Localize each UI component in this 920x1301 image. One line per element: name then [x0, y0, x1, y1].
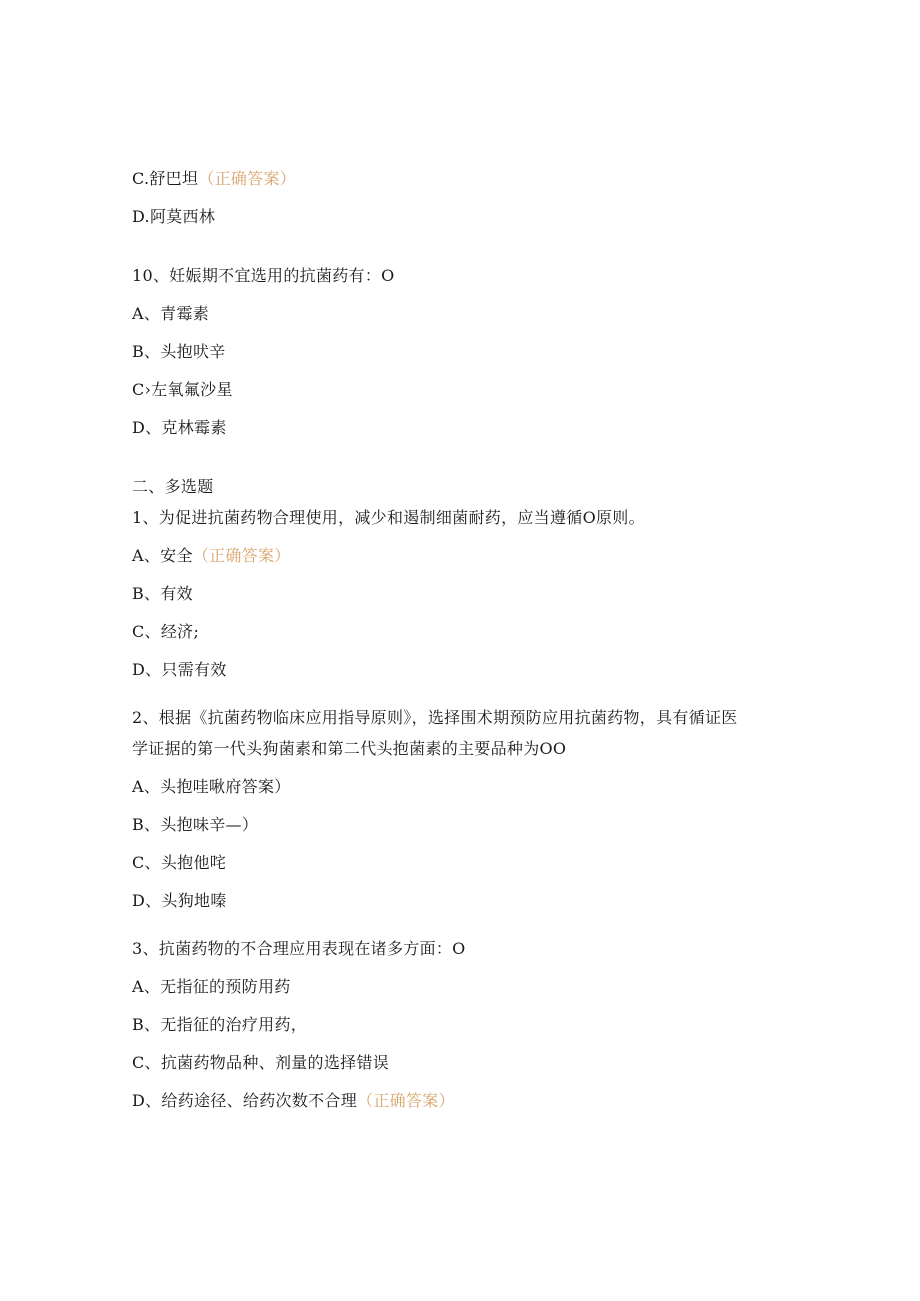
m1-option-a — [132, 545, 291, 567]
m3-option-b: B、无指征的治疗用药， — [132, 1015, 308, 1034]
q9-option-d: D.阿莫西林 — [132, 207, 216, 226]
m2-option-b: B、头抱味辛—） — [132, 815, 259, 834]
m3-option-a: A、无指征的预防用药 — [132, 977, 291, 996]
m2-option-d: D、头狗地嗪 — [132, 891, 227, 910]
m2-option-c: C、头抱他咤 — [132, 853, 227, 872]
m1-option-c: C、经济; — [132, 622, 200, 641]
q10-option-a: A、青霉素 — [132, 304, 210, 323]
m1-option-b: B、有效 — [132, 584, 193, 603]
q10-option-b: B、头抱吠辛 — [132, 342, 226, 361]
m2-question-line2: 学证据的第一代头狗菌素和第二代头抱菌素的主要品种为OO — [132, 739, 567, 758]
m3-question: 3、抗菌药物的不合理应用表现在诸多方面：O — [132, 939, 466, 958]
correct-answer-mark: （正确答案） — [198, 169, 297, 188]
q9-option-c — [132, 168, 296, 190]
m1-option-d: D、只需有效 — [132, 660, 227, 679]
section-title: 二、多选题 — [132, 477, 214, 496]
option-text: C.舒巴坦 — [132, 169, 199, 188]
correct-answer-mark: （正确答案） — [192, 546, 291, 565]
m1-question: 1、为促进抗菌药物合理使用，减少和遏制细菌耐药，应当遵循O原则。 — [132, 508, 645, 527]
option-text: D、给药途径、给药次数不合理 — [132, 1091, 358, 1110]
m3-option-d — [132, 1090, 455, 1112]
m3-option-c: C、抗菌药物品种、剂量的选择错误 — [132, 1053, 390, 1072]
q10-question: 10、妊娠期不宜选用的抗菌药有：O — [132, 266, 395, 285]
q10-option-d: D、克林霉素 — [132, 418, 227, 437]
q10-option-c: C›左氧氟沙星 — [132, 380, 233, 399]
m2-option-a: A、头抱哇啾府答案） — [132, 777, 291, 796]
correct-answer-mark: （正确答案） — [357, 1091, 455, 1110]
option-text: A、安全 — [132, 546, 193, 565]
m2-question-line1: 2、根据《抗菌药物临床应用指导原则》，选择围术期预防应用抗菌药物，具有循证医 — [132, 708, 738, 727]
